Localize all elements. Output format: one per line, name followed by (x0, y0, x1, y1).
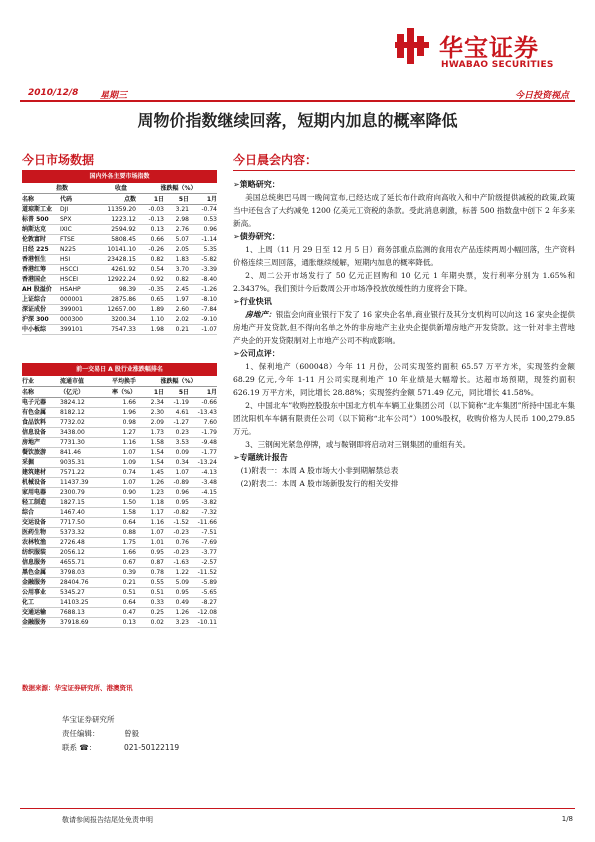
table-cell: 1.26 (150, 479, 164, 486)
table-row (22, 418, 217, 428)
industry-ranking-table (22, 363, 217, 628)
table-cell: -3.77 (201, 549, 217, 556)
table-row (22, 315, 217, 325)
table-cell: 2.09 (150, 419, 164, 426)
table-cell: 1.07 (122, 479, 136, 486)
table-cell: 8182.12 (60, 409, 85, 416)
table-row (22, 215, 217, 225)
table-cell: 医药生物 (22, 529, 47, 536)
table-row (22, 488, 217, 498)
table-cell: 3.53 (175, 439, 189, 446)
table-cell: 有色金属 (22, 409, 47, 416)
table-cell: 0.47 (122, 609, 136, 616)
table-cell: 采掘 (22, 459, 35, 466)
phone-number: 021-50122119 (124, 743, 180, 752)
table-cell: -4.13 (201, 469, 217, 476)
table-row (22, 548, 217, 558)
table-cell: AH 股溢价 (22, 286, 52, 293)
table-cell: 5345.27 (60, 589, 85, 596)
table-cell: 98.39 (118, 286, 136, 293)
table-cell: -0.23 (173, 549, 189, 556)
company-logo (395, 26, 565, 76)
strategy-heading: ➢策略研究： (233, 180, 280, 189)
table-row (22, 265, 217, 275)
table-row (22, 225, 217, 235)
company-paragraph-3: 3、三钢闽光紧急停牌，或与鞍钢即将启动对三钢集团的重组有关。 (245, 440, 471, 449)
table-cell: 2.30 (150, 409, 164, 416)
table-cell: 1.66 (122, 399, 136, 406)
page-title: 周物价指数继续回落，短期内加息的概率降低 (137, 111, 458, 130)
table-cell: 2726.48 (60, 539, 85, 546)
table-cell: 1.17 (150, 509, 164, 516)
table-cell: 2.02 (175, 316, 189, 323)
table-cell: -4.15 (201, 489, 217, 496)
table-row (22, 608, 217, 618)
table-row (22, 255, 217, 265)
table-cell: 香港红筹 (22, 266, 47, 273)
bond-paragraph-2: 2、周二公开市场发行了 50 亿元正回购和 10 亿元 1 年期央票，发行利率分别为 1.65%和 2.3437%。我们预计今后数周公开市场净投放放缓性的力度将会下降。 (233, 271, 575, 293)
table-cell: 1.97 (175, 296, 189, 303)
editor-name: 曾毅 (124, 729, 139, 738)
table-cell: 3.70 (175, 266, 189, 273)
bond-paragraph-1: 1、上周（11 月 29 日至 12 月 5 日）商务部重点监测的食用农产品连续两周小幅回落，生产资料价格连续三周回落，通胀继续缓解，短期内加息的概率降低。 (233, 245, 575, 267)
report-date: 2010/12/8 (28, 88, 79, 98)
table-header: 指数 收盘 涨跌幅（%） (22, 183, 217, 194)
table-body (22, 398, 217, 628)
table-cell: -13.43 (197, 409, 217, 416)
table-cell: -2.57 (201, 559, 217, 566)
page-number: 1/8 (561, 815, 573, 823)
table-cell: -13.24 (197, 459, 217, 466)
table-cell: -11.52 (197, 569, 217, 576)
table-cell: 0.95 (175, 499, 189, 506)
table-row (22, 305, 217, 315)
table-row (22, 508, 217, 518)
table-cell: 0.53 (203, 216, 217, 223)
table-cell: 1.07 (150, 529, 164, 536)
table-cell: 0.39 (122, 569, 136, 576)
table-cell: 2056.12 (60, 549, 85, 556)
bond-heading: ➢债券研究： (233, 232, 280, 241)
table-cell: -9.48 (201, 439, 217, 446)
table-cell: 1.07 (122, 449, 136, 456)
brand-name-en: HWABAO SECURITIES (441, 60, 554, 70)
table-cell: 1.96 (122, 409, 136, 416)
table-cell: 3438.00 (60, 429, 85, 436)
table-cell: 信息服务 (22, 559, 47, 566)
table-cell: 1.66 (122, 549, 136, 556)
table-row (22, 245, 217, 255)
table-row (22, 588, 217, 598)
table-cell: HSCEI (60, 276, 79, 283)
table-cell: 2.60 (175, 306, 189, 313)
company-paragraph-1: 1、保利地产（600048）今年 11 月份，公司实现签约面积 65.57 万平方米，实现签约金额 68.29 亿元,今年 1-11 月公司实现利地产 10 年业绩是大幅增长。达超市场预期，现签约面积 626.19 万平方米，同比增长 28.88%；实现签约金额 571.49 亿元，同比增长 41.58%。 (233, 362, 575, 397)
table-cell: 交运设备 (22, 519, 47, 526)
table-header: 行业 流通市值 平均换手 涨跌幅（%） (22, 376, 217, 387)
table-cell: 0.64 (122, 599, 136, 606)
table-cell: 1.58 (122, 509, 136, 516)
company-heading: ➢公司点评： (233, 349, 280, 358)
table-cell: 标普 500 (22, 216, 49, 223)
table-row (22, 478, 217, 488)
table-cell: 1.16 (150, 519, 164, 526)
table-row (22, 285, 217, 295)
table-cell: 0.55 (150, 579, 164, 586)
table-cell: -1.19 (173, 399, 189, 406)
table-cell: 7731.30 (60, 439, 85, 446)
table-cell: 金融服务 (22, 619, 47, 626)
table-cell: -10.11 (197, 619, 217, 626)
table-cell: 2.76 (175, 226, 189, 233)
table-cell: -0.13 (148, 216, 164, 223)
table-cell: -12.08 (197, 609, 217, 616)
table-row (22, 275, 217, 285)
table-cell: -11.66 (197, 519, 217, 526)
table-cell: 2.34 (150, 399, 164, 406)
table-cell: 1.16 (122, 439, 136, 446)
table-cell: 10141.10 (107, 246, 136, 253)
table-cell: 0.49 (175, 599, 189, 606)
table-cell: 0.21 (122, 579, 136, 586)
table-cell: 1.22 (175, 569, 189, 576)
table-cell: HSI (60, 256, 71, 263)
data-source-note: 数据来源：华宝证券研究所、港澳资讯 (22, 684, 133, 692)
table-cell: 1.23 (150, 489, 164, 496)
table-cell: 0.82 (175, 276, 189, 283)
table-cell: 1.83 (175, 256, 189, 263)
table-cell: 0.96 (203, 226, 217, 233)
table-cell: 1827.15 (60, 499, 85, 506)
table-cell: 1.18 (150, 499, 164, 506)
stats-heading: ➢专题统计报告 (233, 453, 288, 462)
table-cell: -5.65 (201, 589, 217, 596)
table-cell: 2.05 (175, 246, 189, 253)
table-cell: -7.32 (201, 509, 217, 516)
table-cell: -1.79 (201, 429, 217, 436)
table-cell: 家用电器 (22, 489, 47, 496)
table-cell: 1.54 (150, 449, 164, 456)
table-cell: 0.25 (150, 609, 164, 616)
market-data-title: 今日市场数据 (22, 151, 217, 171)
table-cell: 4261.92 (111, 266, 136, 273)
table-cell: 12657.00 (107, 306, 136, 313)
table-cell: 交通运输 (22, 609, 47, 616)
table-cell: 上证综合 (22, 296, 47, 303)
table-cell: -1.07 (201, 326, 217, 333)
strategy-paragraph: 美国总统奥巴马周一晚间宣布,已经达成了延长布什政府向高收入和中产阶级提供减税的政策,政策当中还包含了大约减免 1200 亿美元工资税的条款。受此消息刺激，标普 500 指数盘中创下 2 年多来新高。 (233, 193, 575, 228)
table-row (22, 205, 217, 215)
table-cell: -3.39 (201, 266, 217, 273)
table-row (22, 528, 217, 538)
table-cell: 399001 (60, 306, 83, 313)
table-cell: -1.77 (201, 449, 217, 456)
table-cell: 1.89 (150, 306, 164, 313)
table-cell: 2594.92 (111, 226, 136, 233)
table-cell: 香港恒生 (22, 256, 47, 263)
table-cell: 1.73 (150, 429, 164, 436)
table-cell: 5373.32 (60, 529, 85, 536)
table-cell: 4655.71 (60, 559, 85, 566)
table-cell: -0.89 (173, 479, 189, 486)
table-row (22, 618, 217, 628)
table-cell: 金融服务 (22, 579, 47, 586)
table-cell: -0.82 (173, 509, 189, 516)
table-cell: -7.69 (201, 539, 217, 546)
table-cell: -0.23 (173, 529, 189, 536)
table-cell: -0.26 (148, 246, 164, 253)
table-cell: 0.95 (175, 589, 189, 596)
table-row (22, 568, 217, 578)
phone-label: 联系 ☎： (62, 743, 97, 752)
table-cell: 7547.33 (111, 326, 136, 333)
table-cell: -1.63 (173, 559, 189, 566)
table-cell: 电子元器 (22, 399, 47, 406)
table-cell: 沪深 300 (22, 316, 49, 323)
table-cell: 841.46 (60, 449, 81, 456)
table-cell: 5.09 (175, 579, 189, 586)
table-cell: 0.78 (150, 569, 164, 576)
table-cell: 0.87 (150, 559, 164, 566)
table-cell: -8.40 (201, 276, 217, 283)
table-cell: -1.14 (201, 236, 217, 243)
table-cell: 0.66 (150, 236, 164, 243)
table-cell: 1.50 (122, 499, 136, 506)
dateline-bar (20, 88, 575, 102)
hwabao-logo-icon (395, 28, 435, 64)
table-cell: 2.45 (175, 286, 189, 293)
report-weekday: 星期三 (100, 91, 128, 101)
table-cell: 000300 (60, 316, 83, 323)
table-cell: 0.67 (122, 559, 136, 566)
table-cell: 1.98 (150, 326, 164, 333)
report-section: 今日投资视点 (514, 91, 569, 101)
table-cell: 7571.22 (60, 469, 85, 476)
table-cell: 11359.20 (107, 206, 136, 213)
table-cell: 0.51 (150, 589, 164, 596)
table-cell: -7.51 (201, 529, 217, 536)
table-cell: -0.35 (148, 286, 164, 293)
table-cell: -7.84 (201, 306, 217, 313)
table-cell: 2.98 (175, 216, 189, 223)
market-index-table (22, 170, 217, 335)
table-cell: 餐饮旅游 (22, 449, 47, 456)
table-cell: 1.45 (150, 469, 164, 476)
brand-name-cn: 华宝证券 (439, 34, 539, 62)
table-cell: -5.82 (201, 256, 217, 263)
table-cell: 1467.40 (60, 509, 85, 516)
stats-item-2: (2)附表二：本周 A 股市场新股发行的相关安排 (240, 479, 399, 488)
table-cell: 机械设备 (22, 479, 47, 486)
table-cell: 道琼斯工业 (22, 206, 53, 213)
table-cell: 0.65 (150, 296, 164, 303)
table-cell: 5.35 (203, 246, 217, 253)
table-cell: 1.26 (175, 609, 189, 616)
table-cell: 0.82 (150, 256, 164, 263)
table-cell: -0.03 (148, 206, 164, 213)
table-cell: 2875.86 (111, 296, 136, 303)
table-row (22, 295, 217, 305)
table-cell: 0.33 (150, 599, 164, 606)
table-row (22, 235, 217, 245)
table-cell: -1.26 (201, 286, 217, 293)
table-cell: 0.34 (175, 459, 189, 466)
table-cell: 伦敦富时 (22, 236, 47, 243)
table-header: 名称 （亿元） 率（%） 1日 5日 1月 (22, 389, 217, 396)
table-cell: 0.51 (122, 589, 136, 596)
table-cell: 综合 (22, 509, 35, 516)
table-cell: 7.60 (203, 419, 217, 426)
table-row (22, 438, 217, 448)
table-cell: 纳斯达克 (22, 226, 47, 233)
table-cell: 3798.03 (60, 569, 85, 576)
table-body (22, 205, 217, 335)
table-cell: 0.02 (150, 619, 164, 626)
table-cell: 5.07 (175, 236, 189, 243)
table-cell: 日经 225 (22, 246, 49, 253)
table-cell: HSCCI (60, 266, 79, 273)
table-cell: 399101 (60, 326, 83, 333)
table-cell: 房地产 (22, 439, 41, 446)
table-cell: -3.48 (201, 479, 217, 486)
company-paragraph-2: 2、中国北车”收购控股股东中国北方机车车辆工业集团公司（以下简称“北车集团”所持中国北车集团沈阳机车车辆有限责任公司（以下简称“北车公司”）100%股权，收购价格为人民币 100,279.85 万元。 (233, 401, 575, 436)
table-row (22, 448, 217, 458)
disclaimer: 敬请参阅报告结尾处免责申明 (62, 816, 153, 824)
table-cell: -9.10 (201, 316, 217, 323)
table-row (22, 578, 217, 588)
table-row (22, 558, 217, 568)
table-cell: 化工 (22, 599, 35, 606)
table-cell: 11437.39 (60, 479, 89, 486)
table-cell: 000001 (60, 296, 83, 303)
table-cell: 23428.15 (107, 256, 136, 263)
table-cell: 37918.69 (60, 619, 89, 626)
table-cell: -0.74 (201, 206, 217, 213)
table-cell: 0.54 (150, 266, 164, 273)
table-row (22, 428, 217, 438)
morning-meeting-title: 今日晨会内容： (233, 151, 575, 171)
table-cell: SPX (60, 216, 72, 223)
table-cell: -3.82 (201, 499, 217, 506)
table-cell: 7717.50 (60, 519, 85, 526)
morning-meeting-body (233, 178, 575, 490)
table-cell: -0.66 (201, 399, 217, 406)
table-cell: 1.27 (122, 429, 136, 436)
table-header: 名称 代码 点数 1日 5日 1月 (22, 196, 217, 203)
table-cell: 建筑建材 (22, 469, 47, 476)
table-cell: 2300.79 (60, 489, 85, 496)
table-cell: IXIC (60, 226, 72, 233)
table-cell: 1.54 (150, 459, 164, 466)
table-cell: 0.95 (150, 549, 164, 556)
table-cell: 9035.31 (60, 459, 85, 466)
table-row (22, 398, 217, 408)
table-cell: 食品饮料 (22, 419, 47, 426)
table-cell: 3824.12 (60, 399, 85, 406)
editor-label: 责任编辑： (62, 729, 100, 738)
table-cell: N225 (60, 246, 76, 253)
table-cell: HSAHP (60, 286, 81, 293)
table-row (22, 498, 217, 508)
table-cell: 0.90 (122, 489, 136, 496)
industry-heading: ➢行业快讯 (233, 297, 272, 306)
table-cell: 黑色金属 (22, 569, 47, 576)
table-row (22, 598, 217, 608)
table-cell: -5.89 (201, 579, 217, 586)
table-cell: 1223.12 (111, 216, 136, 223)
table-cell: 14103.25 (60, 599, 89, 606)
table-row (22, 325, 217, 335)
table-cell: -8.10 (201, 296, 217, 303)
table-cell: 0.76 (175, 539, 189, 546)
table-cell: 3.21 (175, 206, 189, 213)
table-cell: 0.98 (122, 419, 136, 426)
table-cell: 28404.76 (60, 579, 89, 586)
table-cell: 香港国企 (22, 276, 47, 283)
table-cell: 0.09 (175, 449, 189, 456)
footer-org: 华宝证券研究所 (62, 715, 115, 724)
table-cell: 深证成份 (22, 306, 47, 313)
table-cell: 公用事业 (22, 589, 47, 596)
table-cell: 5808.45 (111, 236, 136, 243)
table-row (22, 468, 217, 478)
table-cell: DJI (60, 206, 69, 213)
table-cell: 0.64 (122, 519, 136, 526)
table-row (22, 458, 217, 468)
table-cell: 0.74 (122, 469, 136, 476)
table-cell: 0.23 (175, 429, 189, 436)
table-row (22, 408, 217, 418)
footer-info (62, 713, 179, 755)
table-cell: 纺织服装 (22, 549, 47, 556)
table-cell: 7688.13 (60, 609, 85, 616)
table-band: 国内外各主要市场指数 (22, 170, 217, 183)
table-cell: 农林牧渔 (22, 539, 47, 546)
table-cell: 4.61 (175, 409, 189, 416)
table-cell: 轻工制造 (22, 499, 47, 506)
table-cell: 1.10 (150, 316, 164, 323)
table-cell: 3200.34 (111, 316, 136, 323)
table-cell: 0.13 (150, 226, 164, 233)
table-row (22, 538, 217, 548)
table-cell: 0.13 (122, 619, 136, 626)
table-cell: 1.07 (175, 469, 189, 476)
table-cell: 信息设备 (22, 429, 47, 436)
table-cell: 7732.02 (60, 419, 85, 426)
table-cell: -8.27 (201, 599, 217, 606)
table-cell: 0.21 (175, 326, 189, 333)
table-band: 前一交易日 A 股行业涨跌幅排名 (22, 363, 217, 376)
table-cell: 12922.24 (107, 276, 136, 283)
stats-item-1: (1)附表一：本周 A 股市场大小非到期解禁总表 (240, 466, 399, 475)
table-cell: 1.01 (150, 539, 164, 546)
table-cell: 中小板综 (22, 326, 47, 333)
table-cell: 0.88 (122, 529, 136, 536)
industry-subheading: 房地产： (245, 310, 276, 319)
table-cell: 1.58 (150, 439, 164, 446)
table-cell: -1.52 (173, 519, 189, 526)
table-cell: 0.96 (175, 489, 189, 496)
table-cell: 1.75 (122, 539, 136, 546)
footer-divider (20, 808, 575, 809)
table-row (22, 518, 217, 528)
table-cell: FTSE (60, 236, 75, 243)
table-cell: 0.92 (150, 276, 164, 283)
table-cell: -1.27 (173, 419, 189, 426)
table-cell: 1.09 (122, 459, 136, 466)
industry-paragraph: 房地产：银监会向商业银行下发了 16 家央企名单,商业银行及其分支机构可以向这 16 家央企提供房地产开发贷款,但不得向名单之外的非房地产主业央企提供新增房地产开发贷款。这一针对非主营地产央企的开发贷限制对上市地产公司不构成影响。 (233, 310, 576, 345)
table-cell: 3.23 (175, 619, 189, 626)
